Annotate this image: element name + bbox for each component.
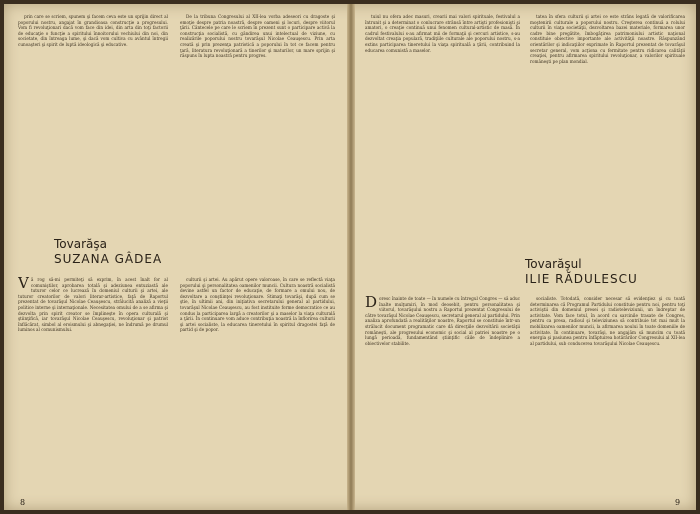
left-col2-body-text <box>180 277 335 492</box>
right-col1-top-text <box>365 14 520 334</box>
right-speaker-prefix: Tovarăşul <box>525 257 582 271</box>
left-col1-body-paragraph: ă rog să-mi permiteţi să exprim, în acest înalt for al comuniştilor, aprobarea totală şi adeziunea entuziastă ale tuturor celor ce lucrează în domeniul culturii şi artei, ale tuturor creatorilor de valori literar-artistice, faţă de Raportul prezentat de tovarăşul Nicolae Ceauşescu, strălucită analiză a vieţii politice interne şi internaţionale. Necesitatea omului de a se afirma şi dezvolta prin spirit creator se împlineşte în opera culturală şi ştiinţifică, iar tovarăşul Nicolae Ceauşescu, revoluţionar şi patriot înflăcărat, simbol al eroismului şi abnegaţiei, ne îndrumă pe drumul luminos al comunismului. <box>18 277 168 333</box>
book-gutter <box>347 4 355 510</box>
left-dropcap: V <box>18 277 29 292</box>
left-page <box>4 4 347 510</box>
left-col2-top-paragraph: De la tribuna Congresului al XII-lea vorba adeseori cu dragoste şi emoţie despre patria noastră, despre oameni şi locuri, despre viitorul ţării. Cântecele pe care le scriem în prezent sunt o participare activă la construcţia socialistă, cu gândirea unui intelectual de viziune, cu realizările poporului nostru tovarăşul Nicolae Ceauşescu. Prin arta creată şi prin prezenţa patriotică a poporului în tot ce facem pentru ţară, literatura revoluţionară a tinerilor şi maturilor, un mare sprijin şi răspuns în lupta noastră pentru progres. <box>180 14 335 59</box>
left-col2-body-paragraph: culturii şi artei. Au apărut opere valoroase, în care se reflectă viaţa poporului şi personalitatea oamenilor muncii. Cultura noastră socialistă devine astfel un factor de educaţie, de formare a omului nou, de dezvoltare a conştiinţei revoluţionare. Stimaţi tovarăşi, după cum se ştie, în ultimii ani, din iniţiativa secretarului general al partidului, tovarăşul Nicolae Ceauşescu, au fost instituite forme democratice ce au condus la participarea largă a creatorilor şi a maselor la viaţa culturală a ţării. În continuare vom aduce contribuţia noastră la înflorirea culturii şi artei socialiste, la educarea tineretului în spiritul dragostei faţă de partid şi de popor. <box>180 277 335 333</box>
left-page-number: 8 <box>20 498 26 507</box>
right-col1-body-text <box>365 296 520 491</box>
right-col2-body-paragraph: socialiste. Totodată, consider necesar să evidenţiez şi cu toată determinarea că Programul Partidului constituie pentru noi, pentru toţi activiştii din domeniul presei şi radioteleviziunii, un îndreptar de activitate. Vom face totul, în acord cu sarcinile trasate de Congres, pentru ca presa, radioul şi televiziunea să contribuie tot mai mult la mobilizarea oamenilor muncii, la afirmarea noului în toate domeniile de activitate. În continuare, tovarăşi, ne angajăm să muncim cu toată energia şi pasiunea pentru înfăptuirea hotărârilor Congresului al XII-lea al partidului, sub conducerea tovarăşului Nicolae Ceauşescu. <box>530 296 685 346</box>
right-col2-top-text <box>530 14 685 334</box>
left-col1-body-text <box>18 277 168 492</box>
left-speaker-heading <box>54 237 162 266</box>
left-speaker-prefix: Tovarăşa <box>54 237 107 251</box>
left-col1-top-text <box>18 14 168 164</box>
right-dropcap: D <box>365 296 378 311</box>
left-speaker-name: SUZANA GÂDEA <box>54 252 163 266</box>
left-col1-top-paragraph: prin care se scriem, spunem şi facem ceva este un sprijin direct al poporului nostru, angajat în grandioasa construcţie a progresului. Vom fi revoluţionari dacă vom face din idei, din arta din toţi factorii de educaţie o funcţie a spiritului înnoitorului vechiului din noi, din societate, din întreaga lume, şi dacă vom cultiva cu avântul întregii cunoaşteri şi spirit de luptă ideologică şi educative. <box>18 14 168 47</box>
right-col1-body-paragraph: oresc înainte de toate — în numele cu întregul Congres — să aduc înalte mulţumiri, în mod deosebit, pentru personalitatea şi viitorul, tovarăşului nostru a Raportul prezentat Congresului de către tovarăşul Nicolae Ceauşescu, secretarul general al partidului. Prin analiza aprofundată a realităţilor noastre, Raportul se constituie într-un strălucit document programatic care dă direcţiile dezvoltării societăţii româneşti, ale progresului economic şi social al patriei noastre pe o lungă perioadă, fundamentând ştiinţific căile de îndeplinire a obiectivelor stabilite. <box>365 296 520 346</box>
right-page-number: 9 <box>675 498 681 507</box>
book-spread <box>4 4 696 510</box>
right-col2-top-paragraph: tatea în sfera culturii şi artei ce este strâns legată de valorificarea moştenirii culturale a poporului nostru. Creşterea continuă a rolului culturii în viaţa societăţii, dezvoltarea bazei materiale, formarea unor cadre bine pregătite, îmbogăţirea patrimoniului artistic naţional constituie obiective importante ale activităţii noastre. Răspunzând orientărilor şi indicaţiilor exprimate în Raportul prezentat de tovarăşul secretar general, vom acţiona cu fermitate pentru ridicarea calităţii creaţiei, pentru afirmarea spiritului revoluţionar, a valorilor spirituale româneşti pe plan mondial. <box>530 14 685 64</box>
right-col2-body-text <box>530 296 685 491</box>
right-speaker-name: ILIE RĂDULESCU <box>525 272 638 286</box>
right-col1-top-paragraph: tuiul nu ofera adec masuri, crearii mai valori spirituale, festivalul a întrunit şi a determinat o conlucrare strânsă între artişti profesionişti şi amatori, o creaţie continuă unui fenomen cultural-artistic de masă. În cadrul festivalului s-au afirmat mii de formaţii şi cercuri artistice, s-au dezvoltat creaţia populară, tradiţiile culturale ale poporului nostru, s-a extins participarea tineretului la viaţa spirituală a ţării, contribuind la educarea comunistă a maselor. <box>365 14 520 53</box>
right-speaker-heading <box>525 257 638 286</box>
left-col2-top-text <box>180 14 335 164</box>
right-page <box>355 4 696 510</box>
